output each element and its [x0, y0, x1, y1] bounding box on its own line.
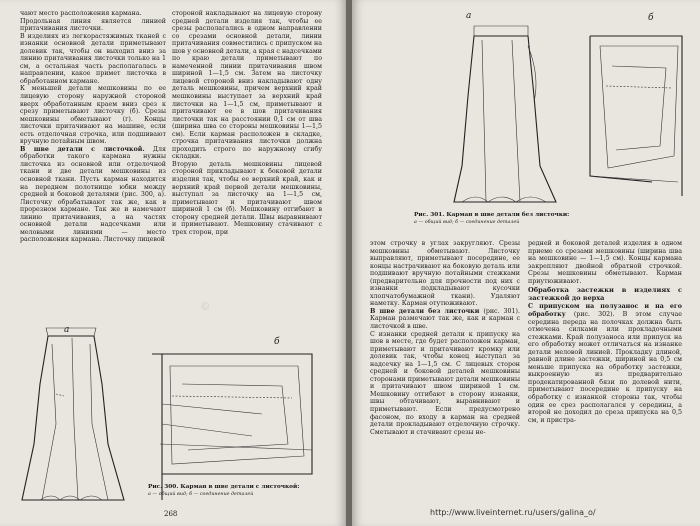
right-col1-top: этом строчку в углах закругляют. Срезы мешковины обметывают. Листочку выправляют, приметывают посередине, ее концы настрачивают на боковую деталь или подшивают вручную потайными стежками (предварительно для прочности под них с изнанки подкладывают кусочки хлопчатобумажной ткани). Удаляют наметку. Карман отутюживают. — [370, 240, 520, 308]
figure-300b-detail — [152, 354, 312, 500]
fig300-letter-b: б — [274, 337, 280, 347]
left-page — [0, 0, 346, 526]
left-page-number: 268 — [164, 510, 178, 518]
section-heading-fastener: Обработка застежки в изделиях с застежкой до верха — [528, 286, 682, 302]
fig301-letter-b: б — [648, 13, 654, 23]
fig301-caption-title: Рис. 301. Карман в шве детали без листочки: — [414, 212, 570, 218]
fig301-caption-sub: а — общий вид; б — соединение деталей — [414, 220, 520, 225]
figure-300-caption — [148, 484, 338, 498]
fig300-letter-a: а — [64, 325, 70, 335]
figure-301-caption — [414, 212, 644, 226]
right-page — [352, 0, 700, 526]
figure-301b-detail — [590, 36, 682, 196]
fig301-letter-a: а — [466, 11, 472, 21]
right-column-1 — [370, 240, 520, 436]
right-col2-body: (рис. 302). В этом случае середина переда на полочках должна быть отмечена силками или прокладочными стежками. Край полузаноса или припуск на его обработку может отличаться на изнанке детали меловой линией. Прокладку длиной, равной длине застежки, шириной на 0,5 см меньше припуска на обработку застежки, выкроенную из предварительно продекатированной бязи по долевой нити, приметывают посередине к припуску на обработку с изнанкой стороны так, чтобы один ее срез располагался у середины, а второй не доходил до среза припуска на 0,5 см, и пристра- — [528, 311, 682, 424]
right-col2-top: редней и боковой деталей изделия в одном приеме со срезами мешковины (ширина шва на мешковине — 1—1,5 см). Концы кармана закрепляют двойной обратной строчкой. Срезы мешковины обметывают. Карман приутюживают. — [528, 240, 682, 285]
section-heading-seam-pocket: В шве детали с листочкой. — [20, 145, 145, 153]
figure-301a-skirt — [454, 26, 556, 202]
source-url-footer[interactable]: http://www.liveinternet.ru/users/galina_o/ — [430, 508, 596, 517]
figure-301 — [416, 6, 692, 210]
left-col1-text: чают место расположения кармана. Продольная линия является линией притачивания листочки. В изделиях из легкорастяжимых тканей с изнанки основной детали приметывают долевик так, чтобы он выходил вниз за линию притачивания листочки только на 1 см, а остальная часть располагалась в направлении, какое примет листочка в обработанном кармане. К меньшей детали мешковины по ее лицевую сторону наружной стороной вверх обработанным краем вниз срез к срезу приметывают листочку (б). Срезы мешковины обметывают (г). Концы листочки притачивают на машине, если есть отделочная строчка, или подшивают вручную потайным швом. — [20, 10, 166, 146]
figure-300a-skirt — [22, 328, 124, 500]
fig300-caption-sub: а — общий вид; б — соединение деталей — [148, 492, 254, 497]
left-col1-body: Для обработки такого кармана нужны листочка из основной или отделочной ткани и две детали мешковины из основной ткани. Пусть карман находится на переднем полотнище юбки между средней и боковой деталями (рис. 300, а). Листочку обрабатывают так же, как в прорезном кармане. Так же и намечают линию притачивания, а на частях основной детали надсечками или меловыми линиями — место расположения кармана. Листочку лицевой — [20, 145, 166, 244]
figure-300 — [12, 324, 338, 510]
right-col1-body: (рис. 301). Карман размечают так же, как и карман с листочкой в шве. С изнанки средней детали к припуску на шов в месте, где будет расположен карман, приметывают и притачивают кромку или долевик так, чтобы конец выступал за надсечку на 1—1,5 см. С лицевых сторон средней и боковой деталей мешковины сторонами приметывают детали мешковины и притачивают швом шириной 1 см. Мешковину отгибают в сторону изнанки, швы обтачивают, выравнивают и приметывают. Если предусмотрено фасоном, по входу в карман на средней детали прокладывают отделочную строчку. Сметывают и стачивают срезы не- — [370, 307, 520, 436]
section-subheading-allowance: С припуском на полузанос и на его обработку — [528, 303, 682, 319]
watermark: © — [197, 298, 214, 315]
left-column-1 — [20, 10, 166, 244]
right-column-2 — [528, 240, 682, 424]
section-heading-no-flap: В шве детали без листочки — [370, 307, 480, 315]
left-col2-text: стороной накладывают на лицевую сторону средней детали изделия так, чтобы ее срезы располагались в одном направлении со срезами основной детали, линии притачивания совместились с припуском на шов у основной детали, а края с надсечками по краю детали приметывают по намеченной линии притачивания швом шириной 1—1,5 см. Затем на листочку лицевой стороной вниз накладывают одну деталь мешковины, причем верхний край мешковины выступает за верхний край листочки на 1—1,5 см, приметывают и притачивают ее в шов притачивания листочки так на расстоянии 0,1 см от шва (ширина шва со стороны мешковины 1—1,5 см). Если карман расположен в складке, строчка притачивания листочки должна проходить строго по наружному сгибу складки. Вторую деталь мешковины лицевой стороной прикладывают к боковой детали изделия так, чтобы ее верхний край, как и верхний край первой детали мешковины, выступал за листочку на 1—1,5 см, приметывают и притачивают швом шириной 1 см (б). Мешковину отгибают в сторону средней детали. Швы выравнивают и приметывают. Мешковину стачивают с трех сторон, при — [172, 10, 322, 236]
fig300-caption-title: Рис. 300. Карман в шве детали с листочкой: — [148, 484, 300, 490]
left-column-2 — [172, 10, 322, 236]
